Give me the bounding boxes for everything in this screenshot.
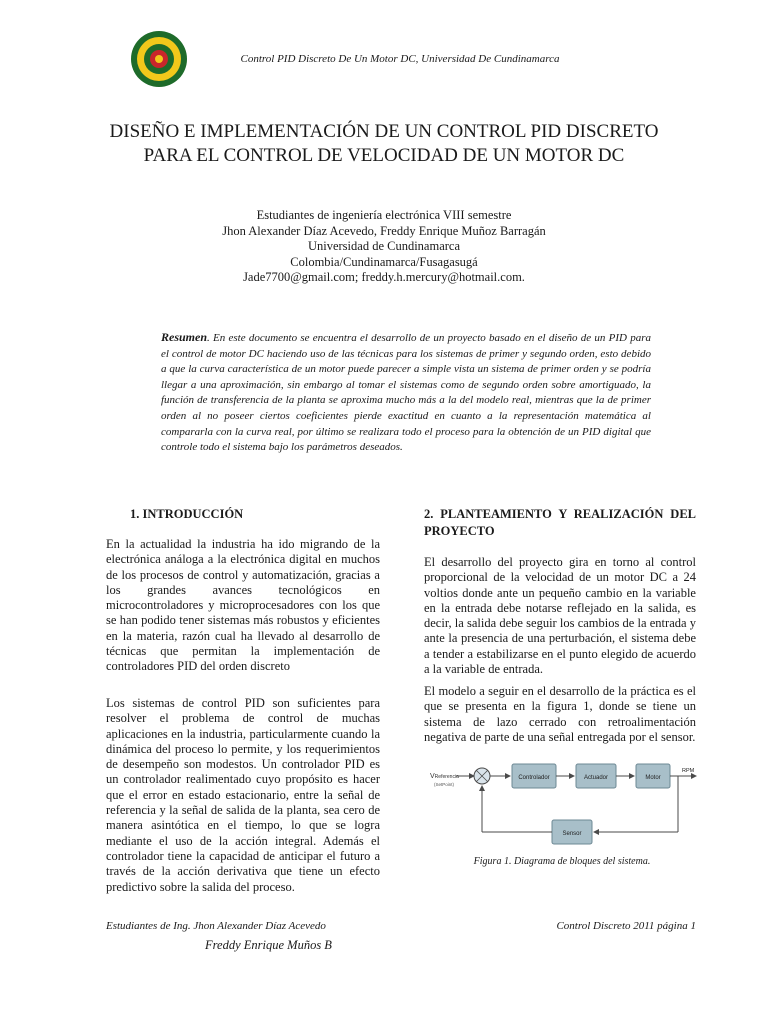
running-header: Control PID Discreto De Un Motor DC, Universidad De Cundinamarca [240, 53, 560, 65]
motor-label: Motor [645, 775, 661, 781]
figure-caption: Figura 1. Diagrama de bloques del sistema. [473, 856, 651, 867]
author-location: Colombia/Cundinamarca/Fusagasugá [290, 254, 478, 269]
title-line-2: PARA EL CONTROL DE VELOCIDAD DE UN MOTOR DC [143, 145, 625, 166]
author-university: Universidad de Cundinamarca [307, 239, 461, 253]
input-label: V [430, 773, 435, 780]
block-diagram [426, 760, 698, 850]
controller-label: Controlador [518, 775, 550, 781]
footer-authors-line-2: Freddy Enrique Muños B [205, 938, 332, 952]
section-1-heading: 1. INTRODUCCIÓN [130, 507, 244, 521]
university-logo [130, 30, 188, 88]
abstract-text: . En este documento se encuentra el desarrollo de un proyecto basado en el diseño de un PID para el control de motor DC haciendo uso de las técnicas para los sistemas de primer y segundo orden, esto debido a que la curva característica de un motor puede parecer a simple vista un sistema de primer orden y se podría llegar a una aproximación, sin embargo al tomar el sistemas como de segundo orden sobre amortiguado, la función de transferencia de la planta se aproxima mucho más a la del modelo real, mientras que la de primer orden al no poseer ciertos coeficientes pierde exactitud en cuanto a la representación matemática al compararla con la curva real, por último se realizara todo el proceso para la obtención de un PID digital que controle todo el sistema bajo los parámetros deseados. [161, 332, 651, 454]
section-1-paragraph-2: Los sistemas de control PID son suficientes para resolver el problema de control de muchas aplicaciones en la industria, particularmente cuando la dinámica del proceso lo permite, y los requerimientos de desempeño son modestos. Un controlador PID es un controlador realimentado cuyo propósito es hacer que el error en estado estacionario, entre la señal de referencia y la señal de salida de la planta, sea cero de manera asintótica en el tiempo, lo que se logra mediante el uso de la acción integral. Además el controlador tiene la capacidad de anticipar el futuro a través de la acción derivativa que tiene un efecto predictivo sobre la salida del proceso. [106, 696, 380, 894]
sensor-label: Sensor [562, 831, 582, 837]
section-2-paragraph-2: El modelo a seguir en el desarrollo de la práctica es el que se presenta en la figura 1, donde se tiene un sistema de lazo cerrado con retroalimentación negativa de parte de una señal entregada por el sensor. [424, 684, 696, 744]
output-label: RPM [682, 768, 695, 774]
svg-text:VReferencia [430, 773, 459, 780]
paper-title [70, 120, 698, 168]
author-block [100, 208, 668, 286]
section-2-heading: 2. PLANTEAMIENTO Y REALIZACIÓN DEL PROYECTO [424, 507, 696, 538]
author-affiliation-line: Estudiantes de ingeniería electrónica VIII semestre [256, 208, 512, 222]
abstract [161, 330, 651, 456]
footer-page-info: Control Discreto 2011 página 1 [556, 920, 696, 932]
title-line-1: DISEÑO E IMPLEMENTACIÓN DE UN CONTROL PID DISCRETO [109, 121, 659, 142]
input-sub-label: Referencia [434, 774, 459, 780]
section-1-paragraph-1: En la actualidad la industria ha ido migrando de la electrónica análoga a la electrónica digital en muchos de los procesos de control y automatización, gracias a los grandes avances tecnológicos en microcontroladores y microprocesadores con los que se han podido tener sistemas más robustos y eficientes en la materia, razón cual ha llevado al desarrollo de técnicas que permitan la implementación de controladores PID del orden discreto [106, 537, 380, 674]
input-note: (SetPoint) [434, 782, 455, 787]
section-2-paragraph-1: El desarrollo del proyecto gira en torno al control proporcional de la velocidad de un motor DC a 24 voltios donde ante un pequeño cambio en la variable en la entrada debe notarse reflejado en la salida, es decir, la salida debe seguir los cambios de la entrada y ante la presencia de una perturbación, el sistema debe a tender a estabilizarse en el punto elegido de acuerdo a la variable de entrada. [424, 555, 696, 677]
author-emails: Jade7700@gmail.com; freddy.h.mercury@hotmail.com. [243, 270, 525, 284]
abstract-label: Resumen [161, 330, 208, 344]
author-names: Jhon Alexander Díaz Acevedo, Freddy Enrique Muñoz Barragán [222, 223, 546, 238]
actuator-label: Actuador [583, 775, 609, 781]
footer-authors-line-1: Estudiantes de Ing. Jhon Alexander Díaz Acevedo [106, 920, 326, 932]
